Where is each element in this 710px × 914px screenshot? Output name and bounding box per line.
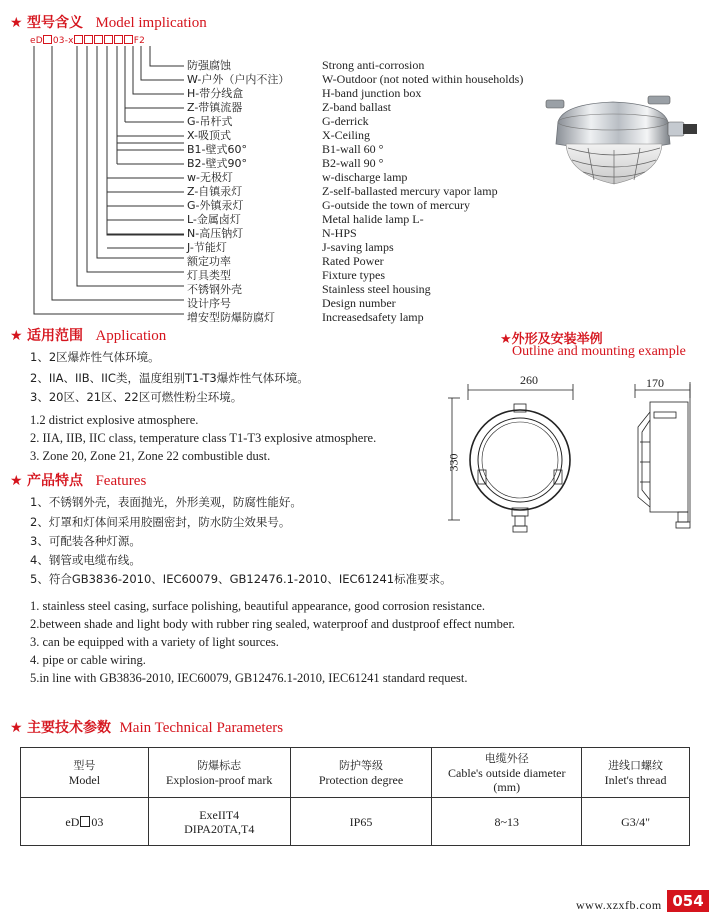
cell-thread: G3/4" (582, 798, 690, 846)
model-code-mid: 03-x (52, 36, 74, 46)
technical-table (20, 747, 690, 846)
legend-en: B1-wall 60 ° (322, 142, 384, 156)
feature-item-zh: 3、可配装各种灯源。 (30, 534, 141, 548)
table-row (21, 798, 690, 846)
application-item-en: 1.2 district explosive atmosphere. (30, 413, 199, 427)
legend-en: Metal halide lamp L- (322, 212, 424, 226)
features-title-zh: 产品特点 (27, 473, 84, 489)
legend-zh: W-户外（户内不注） (187, 73, 290, 86)
legend-en: Increasedsafety lamp (322, 310, 424, 324)
legend-zh: 防强腐蚀 (187, 59, 231, 72)
technical-section-heading (10, 717, 283, 737)
legend-zh: 灯具类型 (187, 269, 231, 282)
header-protection (290, 748, 432, 798)
legend-zh: 增安型防爆防腐灯 (187, 311, 275, 324)
technical-title-en: Main Technical Parameters (119, 720, 284, 736)
legend-en: H-band junction box (322, 86, 422, 100)
outline-front-view (438, 370, 598, 540)
dim-depth-label: 170 (646, 376, 664, 390)
legend-zh: 不锈钢外壳 (187, 283, 242, 296)
application-item-en: 2. IIA, IIB, IIC class, temperature class T1-T3 explosive atmosphere. (30, 431, 377, 445)
application-title-zh: 适用范围 (27, 328, 84, 344)
legend-en: Stainless steel housing (322, 282, 431, 296)
dim-height-label: 330 (446, 453, 461, 472)
table-header-row (21, 748, 690, 798)
feature-item-zh: 2、灯罩和灯体间采用胶圈密封，防水防尘效果号。 (30, 515, 291, 529)
legend-en: X-Ceiling (322, 128, 370, 142)
application-item-zh: 1、2区爆炸性气体环境。 (30, 350, 160, 364)
model-code-bracket-diagram (0, 0, 190, 325)
header-en: Model (68, 772, 101, 787)
legend-en: Rated Power (322, 254, 384, 268)
outline-title-zh: 外形及安装举例 (511, 332, 603, 347)
legend-zh: 额定功率 (187, 255, 231, 268)
outline-side-view (630, 372, 700, 540)
legend-zh: Z-带镇流器 (187, 101, 243, 114)
header-mark (148, 748, 290, 798)
legend-en: J-saving lamps (322, 240, 394, 254)
legend-zh: J-节能灯 (187, 241, 227, 254)
model-title-en: Model implication (95, 15, 207, 31)
features-section-heading (10, 470, 146, 490)
legend-zh: L-金属卤灯 (187, 213, 241, 226)
feature-item-en: 2.between shade and light body with rubber ring sealed, waterproof and dustproof effect number. (30, 617, 516, 631)
feature-item-en: 5.in line with GB3836-2010, IEC60079, GB12476.1-2010, IEC61241 standard request. (30, 671, 468, 685)
application-item-en: 3. Zone 20, Zone 21, Zone 22 combustible dust. (30, 449, 271, 463)
legend-en: W-Outdoor (not noted within households) (322, 72, 524, 86)
legend-en: Strong anti-corrosion (322, 58, 425, 72)
product-photo (528, 92, 708, 202)
page-number: 054 (667, 890, 709, 912)
legend-zh: H-带分线盒 (187, 87, 244, 100)
model-box-icon (80, 816, 90, 827)
cell-protection: IP65 (290, 798, 432, 846)
feature-item-zh: 1、不锈钢外壳，表面抛光，外形美观，防腐性能好。 (30, 495, 302, 509)
model-prefix: eD (65, 814, 80, 829)
legend-zh: w-无极灯 (187, 171, 233, 184)
header-en: Cable's outside diameter (448, 765, 566, 780)
star-icon: ★ (10, 15, 23, 31)
header-zh: 进线口螺纹 (608, 758, 664, 772)
model-suffix: 03 (91, 814, 104, 829)
legend-zh: N-高压钠灯 (187, 227, 244, 240)
application-section-heading (10, 325, 166, 345)
application-item-zh: 2、IIA、IIB、IIC类，温度组别T1-T3爆炸性气体环境。 (30, 371, 309, 385)
legend-zh: X-吸顶式 (187, 129, 231, 142)
outline-title-en: Outline and mounting example (512, 344, 686, 359)
mark-line1: ExeIIT4 (199, 807, 240, 822)
application-item-zh: 3、20区、21区、22区可燃性粉尘环境。 (30, 390, 243, 404)
legend-en: B2-wall 90 ° (322, 156, 384, 170)
legend-en: G-derrick (322, 114, 369, 128)
legend-en: Fixture types (322, 268, 385, 282)
header-en: Inlet's thread (604, 772, 667, 787)
legend-en: G-outside the town of mercury (322, 198, 470, 212)
star-icon: ★ (10, 328, 23, 344)
cell-cable: 8~13 (432, 798, 582, 846)
header-zh: 防爆标志 (197, 758, 242, 772)
features-title-en: Features (95, 473, 147, 489)
mark-line2: DIPA20TA,T4 (184, 821, 255, 836)
cell-mark (148, 798, 290, 846)
header-cable (432, 748, 582, 798)
star-icon: ★ (10, 473, 23, 489)
technical-title-zh: 主要技术参数 (27, 720, 112, 736)
header-en: Explosion-proof mark (166, 772, 273, 787)
feature-item-en: 1. stainless steel casing, surface polishing, beautiful appearance, good corrosion resistance. (30, 599, 486, 613)
footer-url: www.xzxfb.com (576, 898, 662, 912)
feature-item-zh: 5、符合GB3836-2010、IEC60079、GB12476.1-2010、IEC61241标准要求。 (30, 572, 452, 586)
model-code-suffix: F2 (133, 36, 146, 46)
header-en: Protection degree (318, 772, 404, 787)
legend-en: N-HPS (322, 226, 357, 240)
feature-item-en: 3. can be equipped with a variety of light sources. (30, 635, 279, 649)
legend-en: w-discharge lamp (322, 170, 408, 184)
header-thread (582, 748, 690, 798)
dim-width-label: 260 (520, 373, 538, 387)
legend-zh: B2-壁式90° (187, 157, 248, 170)
header-zh: 型号 (73, 758, 96, 772)
feature-item-zh: 4、钢管或电缆布线。 (30, 553, 141, 567)
legend-zh: G-外镇汞灯 (187, 199, 244, 212)
header-zh: 电缆外径 (484, 751, 529, 765)
legend-en: Z-band ballast (322, 100, 391, 114)
application-title-en: Application (95, 328, 167, 344)
feature-item-en: 4. pipe or cable wiring. (30, 653, 146, 667)
legend-en: Design number (322, 296, 396, 310)
legend-zh: G-吊杆式 (187, 115, 233, 128)
star-icon: ★ (500, 332, 512, 347)
model-title-zh: 型号含义 (27, 15, 84, 31)
legend-zh: B1-壁式60° (187, 143, 248, 156)
legend-en: Z-self-ballasted mercury vapor lamp (322, 184, 498, 198)
star-icon: ★ (10, 720, 23, 736)
legend-zh: 设计序号 (187, 297, 231, 310)
header-zh: 防护等级 (339, 758, 383, 772)
header-en-unit: (mm) (493, 779, 521, 794)
cell-model (21, 798, 149, 846)
header-model (21, 748, 149, 798)
legend-zh: Z-自镇汞灯 (187, 185, 243, 198)
model-code-prefix: eD (30, 36, 43, 46)
